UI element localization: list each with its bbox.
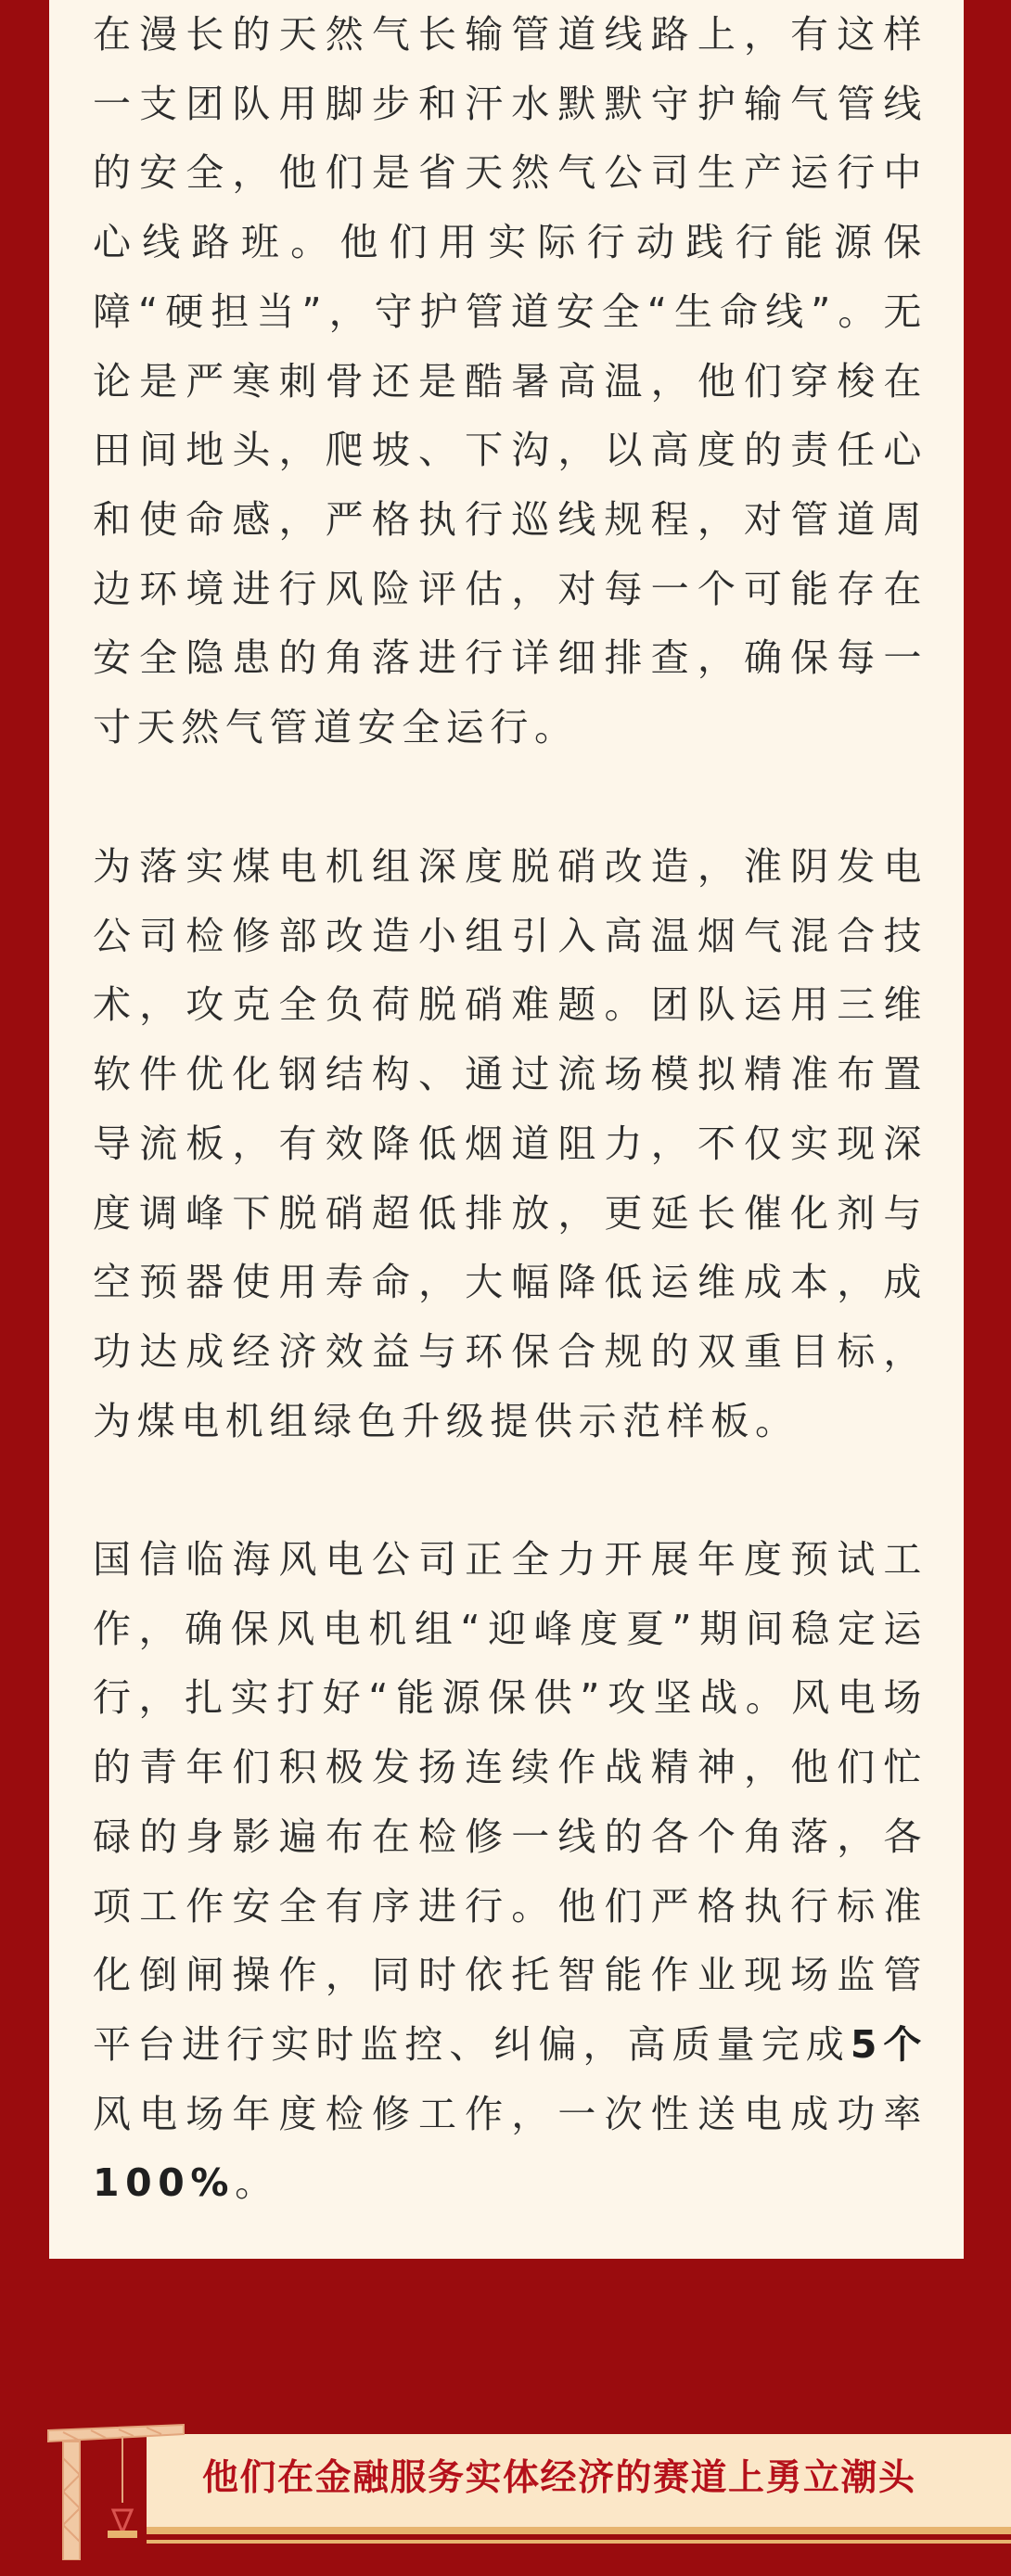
highlight-count: 5个 bbox=[850, 2021, 928, 2067]
article-card bbox=[49, 0, 964, 2259]
paragraph-text: 国信临海风电公司正全力开展年度预试工作，确保风电机组“迎峰度夏”期间稳定运行，扎实打好“能源保供”攻坚战。风电场的青年们积极发扬连续作战精神，他们忙碌的身影遍布在检修一线的各个角落，各项工作安全有序进行。他们严格执行标准化倒闸操作，同时依托智能作业现场监管平台进行实时监控、纠偏，高质量完成 bbox=[93, 1537, 928, 2067]
paragraph-denitration-team: 为落实煤电机组深度脱硝改造，淮阴发电公司检修部改造小组引入高温烟气混合技术，攻克全负荷脱硝难题。团队运用三维软件优化钢结构、通过流场模拟精准布置导流板，有效降低烟道阻力，不仅实现深度调峰下脱硝超低排放，更延长催化剂与空预器使用寿命，大幅降低运维成本，成功达成经济效益与环保合规的双重目标，为煤电机组绿色升级提供示范样板。 bbox=[93, 844, 928, 1443]
heading-text: 他们在金融服务实体经济的赛道上勇立潮头 bbox=[202, 2457, 916, 2499]
heading-underline bbox=[147, 2540, 1011, 2544]
highlight-rate: 100% bbox=[93, 2160, 236, 2206]
tower-crane-icon bbox=[45, 2421, 193, 2560]
paragraph-text: 。 bbox=[235, 2160, 279, 2206]
paragraph-pipeline-team: 在漫长的天然气长输管道线路上，有这样一支团队用脚步和汗水默默守护输气管线的安全，他们是省天然气公司生产运行中心线路班。他们用实际行动践行能源保障“硬担当”，守护管道安全“生命线”。无论是严寒刺骨还是酷暑高温，他们穿梭在田间地头，爬坡、下沟，以高度的责任心和使命感，严格执行巡线规程，对管道周边环境进行风险评估，对每一个可能存在安全隐患的角落进行详细排查，确保每一寸天然气管道安全运行。 bbox=[93, 12, 928, 750]
section-heading bbox=[45, 2421, 969, 2560]
paragraph-wind-power-team bbox=[93, 1525, 928, 2218]
paragraph-text: 风电场年度检修工作，一次性送电成功率 bbox=[93, 2091, 928, 2136]
